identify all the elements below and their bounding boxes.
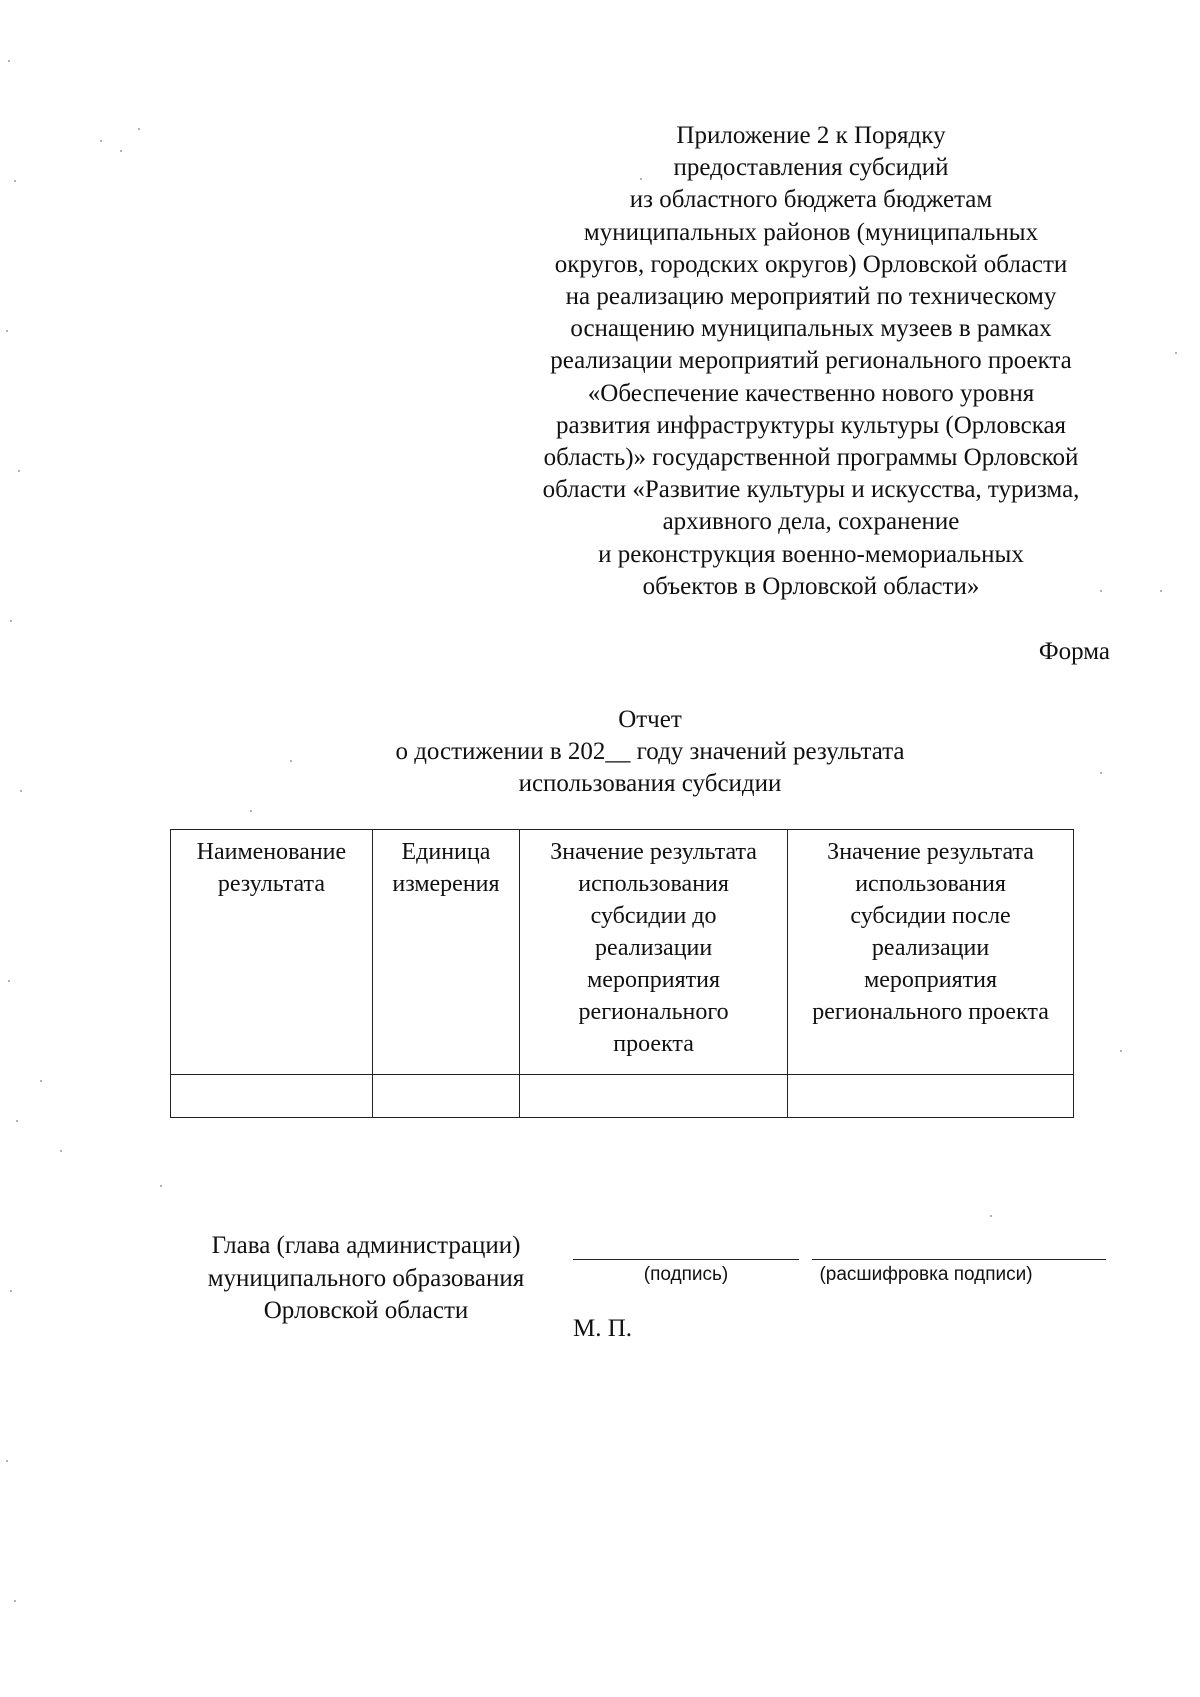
header-value-after: Значение результата использования субсидии после реализации мероприятия регионального проекта [788,830,1074,1075]
appendix-heading [496,120,1126,603]
table-cell[interactable] [372,1075,519,1118]
header-unit: Единица измерения [372,830,519,1075]
table-header-row [171,830,1074,1075]
header-value-before: Значение результата использования субсидии до реализации мероприятия регионального проекта [520,830,788,1075]
appendix-line: объектов в Орловской области» [642,572,980,600]
appendix-line: Приложение 2 к Порядку [676,122,946,149]
appendix-line: архивного дела, сохранение [662,508,960,536]
table-cell[interactable] [788,1075,1074,1118]
appendix-line: развития инфраструктуры культуры (Орловская [555,411,1067,439]
appendix-line: области «Развитие культуры и искусства, туризма, [542,476,1080,504]
appendix-line: предоставления субсидий [673,154,949,182]
signature-caption: (подпись) [643,1264,729,1285]
signer-title [176,1230,556,1328]
signature-transcript-line[interactable] [812,1259,1106,1260]
appendix-line: «Обеспечение качественно нового уровня [587,379,1035,407]
signer-line: Орловской области [263,1297,469,1324]
appendix-line: реализации мероприятий регионального проекта [550,347,1072,375]
appendix-line: оснащению муниципальных музеев в рамках [570,315,1052,343]
report-title-line: Отчет [618,706,682,733]
signer-line: муниципального образования [207,1264,525,1292]
report-title-line: о достижении в 202__ году значений результата [395,738,905,765]
appendix-line: муниципальных районов (муниципальных [583,218,1039,246]
appendix-line: и реконструкция военно-мемориальных [598,540,1024,568]
signature-transcript-caption: (расшифровка подписи) [819,1264,1033,1285]
report-title-line: использования субсидии [518,770,782,797]
table-cell[interactable] [520,1075,788,1118]
table-cell[interactable] [171,1075,373,1118]
header-result-name: Наименование результата [171,830,373,1075]
appendix-line: из областного бюджета бюджетам [629,186,993,214]
appendix-line: на реализацию мероприятий по техническому [565,283,1057,311]
appendix-line: область)» государственной программы Орловской [543,444,1079,472]
report-title [300,704,1000,800]
seal-placeholder: М. П. [573,1315,633,1342]
table-row [171,1075,1074,1118]
signer-line: Глава (глава администрации) [211,1232,521,1259]
results-table [170,829,1074,1118]
form-label: Форма [1038,638,1110,665]
appendix-line: округов, городских округов) Орловской области [554,250,1068,278]
signature-line[interactable] [573,1259,799,1260]
